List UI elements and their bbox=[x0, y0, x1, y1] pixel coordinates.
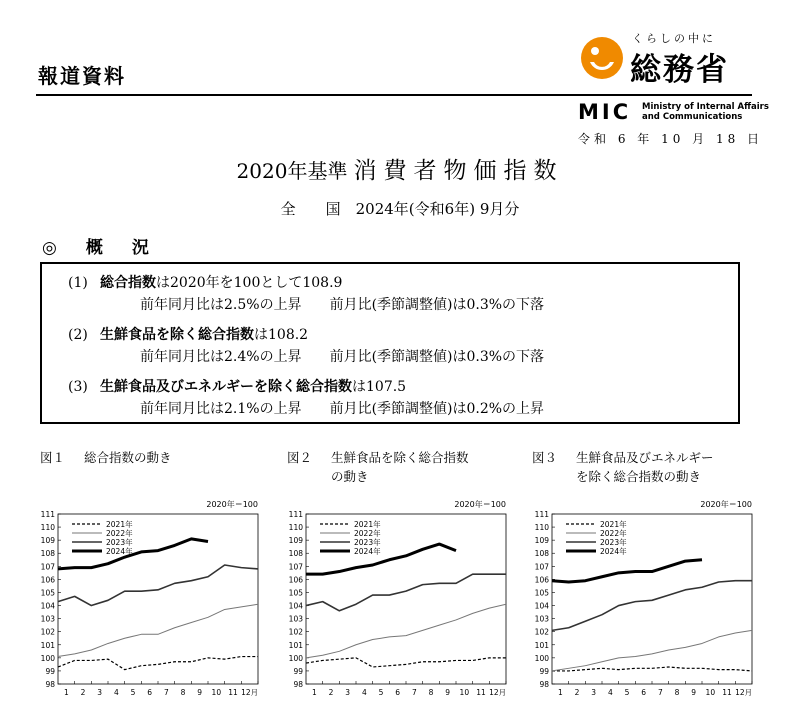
x-tick-label: 5 bbox=[378, 688, 384, 697]
y-tick-label: 108 bbox=[40, 549, 55, 559]
base-year-note: 2020年＝100 bbox=[206, 500, 258, 509]
x-tick-label: 4 bbox=[361, 688, 367, 697]
series-line-2023年 bbox=[306, 574, 506, 611]
y-tick-label: 107 bbox=[288, 562, 303, 572]
series-line-2022年 bbox=[306, 604, 506, 658]
y-tick-label: 104 bbox=[288, 601, 303, 611]
figure-number: 図１ bbox=[40, 450, 66, 465]
series-line-2024年 bbox=[552, 560, 702, 582]
y-tick-label: 103 bbox=[534, 614, 549, 624]
legend-label: 2023年 bbox=[106, 538, 133, 547]
x-tick-label: 8 bbox=[428, 688, 434, 697]
figure-title-line-1: 生鮮食品を除く総合指数 bbox=[331, 450, 469, 465]
summary-item-1 bbox=[68, 272, 342, 292]
y-tick-label: 106 bbox=[534, 575, 549, 585]
y-tick-label: 110 bbox=[288, 523, 303, 533]
legend-label: 2021年 bbox=[354, 520, 381, 529]
y-tick-label: 101 bbox=[534, 640, 549, 650]
header-rule bbox=[36, 94, 752, 96]
release-date: 令和 6 年 10 月 18 日 bbox=[578, 132, 764, 146]
legend-label: 2023年 bbox=[600, 538, 627, 547]
x-tick-label: 5 bbox=[624, 688, 630, 697]
y-tick-label: 107 bbox=[534, 562, 549, 572]
summary-detail-1: 前年同月比は2.5%の上昇 前月比(季節調整値)は0.3%の下落 bbox=[140, 297, 545, 313]
summary-item-bold: 総合指数 bbox=[100, 275, 156, 291]
legend-label: 2024年 bbox=[354, 547, 381, 556]
base-year-note: 2020年＝100 bbox=[454, 500, 506, 509]
plot-frame bbox=[306, 514, 506, 684]
x-tick-label: 12月 bbox=[489, 688, 507, 697]
series-line-2024年 bbox=[58, 539, 208, 569]
ministry-logo bbox=[580, 36, 624, 80]
x-tick-label: 6 bbox=[147, 688, 153, 697]
x-tick-label: 2 bbox=[574, 688, 580, 697]
x-tick-label: 5 bbox=[130, 688, 136, 697]
series-line-2024年 bbox=[306, 544, 456, 574]
summary-item-rest: は107.5 bbox=[352, 379, 407, 395]
y-tick-label: 102 bbox=[534, 627, 549, 637]
summary-item-rest: は2020年を100として108.9 bbox=[156, 275, 343, 291]
chart-all-items bbox=[30, 496, 266, 702]
y-tick-label: 109 bbox=[534, 536, 549, 546]
y-tick-label: 102 bbox=[288, 627, 303, 637]
series-line-2022年 bbox=[58, 604, 258, 656]
figure-number: 図２ bbox=[287, 450, 313, 465]
legend-label: 2024年 bbox=[106, 547, 133, 556]
overview-heading: ◎ 概 況 bbox=[42, 238, 155, 258]
y-tick-label: 103 bbox=[288, 614, 303, 624]
figure-title-line-2: の動き bbox=[331, 469, 369, 484]
y-tick-label: 108 bbox=[534, 549, 549, 559]
base-year-note: 2020年＝100 bbox=[700, 500, 752, 509]
legend-label: 2022年 bbox=[106, 529, 133, 538]
y-tick-label: 100 bbox=[40, 653, 55, 663]
y-tick-label: 110 bbox=[40, 523, 55, 533]
plot-frame bbox=[552, 514, 752, 684]
figure-number: 図３ bbox=[532, 450, 558, 465]
y-tick-label: 102 bbox=[40, 627, 55, 637]
x-tick-label: 10 bbox=[211, 688, 222, 697]
x-tick-label: 3 bbox=[591, 688, 597, 697]
y-tick-label: 107 bbox=[40, 562, 55, 572]
title-base: 2020年基準 bbox=[236, 159, 348, 183]
x-tick-label: 2 bbox=[80, 688, 86, 697]
title-main: 消費者物価指数 bbox=[353, 158, 564, 184]
x-tick-label: 7 bbox=[657, 688, 663, 697]
x-tick-label: 12月 bbox=[735, 688, 753, 697]
y-tick-label: 111 bbox=[534, 510, 549, 519]
legend-label: 2023年 bbox=[354, 538, 381, 547]
legend-label: 2021年 bbox=[600, 520, 627, 529]
y-tick-label: 110 bbox=[534, 523, 549, 533]
summary-item-2 bbox=[68, 324, 308, 344]
chart-excluding-fresh-food-energy bbox=[524, 496, 760, 702]
y-tick-label: 104 bbox=[40, 601, 55, 611]
y-tick-label: 106 bbox=[40, 575, 55, 585]
x-tick-label: 2 bbox=[328, 688, 334, 697]
y-tick-label: 100 bbox=[534, 653, 549, 663]
x-tick-label: 10 bbox=[459, 688, 470, 697]
x-tick-label: 6 bbox=[395, 688, 401, 697]
x-tick-label: 1 bbox=[63, 688, 69, 697]
x-tick-label: 9 bbox=[197, 688, 203, 697]
x-tick-label: 4 bbox=[607, 688, 613, 697]
x-tick-label: 4 bbox=[113, 688, 119, 697]
y-tick-label: 105 bbox=[534, 588, 549, 598]
legend-label: 2024年 bbox=[600, 547, 627, 556]
figure-1-title bbox=[40, 448, 172, 467]
chart-excluding-fresh-food bbox=[278, 496, 514, 702]
y-tick-label: 103 bbox=[40, 614, 55, 624]
document-subtitle: 全 国 2024年(令和6年) 9月分 bbox=[280, 200, 520, 218]
y-tick-label: 99 bbox=[45, 666, 55, 676]
mic-english-line-1: Ministry of Internal Affairs bbox=[642, 102, 769, 112]
x-tick-label: 6 bbox=[641, 688, 647, 697]
mic-logo-text: MIC bbox=[578, 100, 632, 124]
y-tick-label: 99 bbox=[293, 666, 303, 676]
legend-label: 2022年 bbox=[600, 529, 627, 538]
x-tick-label: 7 bbox=[411, 688, 417, 697]
y-tick-label: 111 bbox=[40, 510, 55, 519]
y-tick-label: 109 bbox=[288, 536, 303, 546]
y-tick-label: 105 bbox=[288, 588, 303, 598]
y-tick-label: 98 bbox=[293, 680, 303, 689]
y-tick-label: 108 bbox=[288, 549, 303, 559]
y-tick-label: 98 bbox=[45, 680, 55, 689]
x-tick-label: 9 bbox=[691, 688, 697, 697]
x-tick-label: 3 bbox=[97, 688, 103, 697]
summary-detail-2: 前年同月比は2.4%の上昇 前月比(季節調整値)は0.3%の下落 bbox=[140, 349, 545, 365]
press-release-label: 報道資料 bbox=[38, 64, 126, 88]
x-tick-label: 11 bbox=[476, 688, 486, 697]
series-line-2023年 bbox=[58, 565, 258, 606]
series-line-2021年 bbox=[58, 657, 258, 670]
ministry-name: 総務省 bbox=[630, 52, 729, 88]
legend-label: 2021年 bbox=[106, 520, 133, 529]
y-tick-label: 101 bbox=[40, 640, 55, 650]
x-tick-label: 1 bbox=[311, 688, 317, 697]
figure-3-title bbox=[532, 448, 714, 486]
legend-label: 2022年 bbox=[354, 529, 381, 538]
x-tick-label: 3 bbox=[345, 688, 351, 697]
summary-item-rest: は108.2 bbox=[254, 327, 309, 343]
summary-item-3 bbox=[68, 376, 406, 396]
y-tick-label: 100 bbox=[288, 653, 303, 663]
summary-box bbox=[40, 262, 740, 424]
logo-tagline: くらしの中に bbox=[632, 32, 716, 45]
series-line-2023年 bbox=[552, 581, 752, 631]
summary-item-number: (3) bbox=[68, 379, 88, 395]
mic-english-line-2: and Communications bbox=[642, 112, 743, 122]
x-tick-label: 8 bbox=[180, 688, 186, 697]
summary-item-bold: 生鮮食品及びエネルギーを除く総合指数 bbox=[100, 379, 352, 395]
figure-2-title bbox=[287, 448, 469, 486]
y-tick-label: 104 bbox=[534, 601, 549, 611]
x-tick-label: 12月 bbox=[241, 688, 259, 697]
x-tick-label: 1 bbox=[557, 688, 563, 697]
x-tick-label: 11 bbox=[722, 688, 732, 697]
summary-item-number: (1) bbox=[68, 275, 88, 291]
summary-item-number: (2) bbox=[68, 327, 88, 343]
y-tick-label: 111 bbox=[288, 510, 303, 519]
y-tick-label: 105 bbox=[40, 588, 55, 598]
y-tick-label: 106 bbox=[288, 575, 303, 585]
series-line-2021年 bbox=[552, 667, 752, 671]
series-line-2022年 bbox=[552, 630, 752, 671]
mic-english-name bbox=[642, 102, 769, 122]
y-tick-label: 101 bbox=[288, 640, 303, 650]
x-tick-label: 8 bbox=[674, 688, 680, 697]
summary-item-bold: 生鮮食品を除く総合指数 bbox=[100, 327, 254, 343]
y-tick-label: 99 bbox=[539, 666, 549, 676]
x-tick-label: 11 bbox=[228, 688, 238, 697]
x-tick-label: 10 bbox=[705, 688, 716, 697]
x-tick-label: 7 bbox=[163, 688, 169, 697]
figure-title-line-1: 生鮮食品及びエネルギー bbox=[576, 450, 714, 465]
series-line-2021年 bbox=[306, 658, 506, 667]
figure-title-line-1: 総合指数の動き bbox=[84, 450, 172, 465]
x-tick-label: 9 bbox=[445, 688, 451, 697]
figure-title-line-2: を除く総合指数の動き bbox=[576, 469, 702, 484]
summary-detail-3: 前年同月比は2.1%の上昇 前月比(季節調整値)は0.2%の上昇 bbox=[140, 401, 545, 417]
document-title bbox=[0, 152, 800, 185]
y-tick-label: 109 bbox=[40, 536, 55, 546]
y-tick-label: 98 bbox=[539, 680, 549, 689]
